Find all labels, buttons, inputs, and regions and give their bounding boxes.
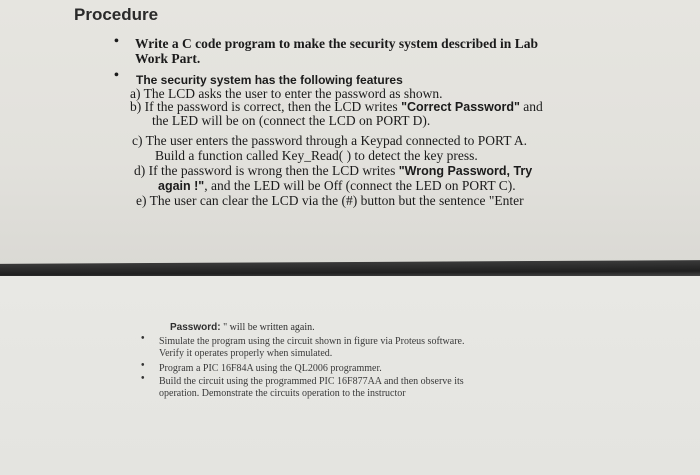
item-c-marker: c) — [132, 133, 143, 148]
item-a-line1: The LCD asks the user to enter the password as shown. — [143, 86, 443, 101]
item-e-line1-wrap — [136, 193, 524, 209]
item-d-line1-bold: "Wrong Password, Try — [398, 164, 533, 178]
item-d-line1-wrap — [134, 163, 532, 179]
bottom-b2-line1: Program a PIC 16F84A using the QL2006 programmer. — [159, 363, 382, 374]
item-b-line1-bold: "Correct Password" — [401, 100, 520, 114]
item-e-marker: e) — [136, 193, 147, 208]
password-label: Password: — [170, 322, 221, 333]
password-rest: " will be written again. — [220, 322, 315, 333]
password-line — [170, 322, 315, 333]
bullet-dot-icon: • — [114, 34, 119, 49]
item-b-line2: the LED will be on (connect the LCD on PORT D). — [152, 113, 431, 128]
bullet2-text: The security system has the following features — [136, 73, 403, 87]
bullet1-line2: Work Part. — [135, 51, 201, 66]
item-d-line2-bold: again !" — [158, 179, 205, 193]
item-c-line2: Build a function called Key_Read( ) to detect the key press. — [155, 148, 478, 163]
item-d-line2-post: , and the LED will be Off (connect the LED on PORT C). — [204, 178, 516, 193]
item-d-line2-wrap — [158, 178, 516, 194]
item-b-line1-post: and — [519, 99, 543, 114]
bottom-b3-line2: operation. Demonstrate the circuits operation to the instructor — [159, 388, 406, 399]
item-a-marker: a) — [130, 86, 141, 101]
procedure-heading: Procedure — [74, 5, 159, 24]
item-d-marker: d) — [134, 163, 146, 178]
bullet-dot-icon: • — [141, 360, 145, 371]
item-e-line1: The user can clear the LCD via the (#) button but the sentence "Enter — [149, 193, 524, 208]
bullet-dot-icon: • — [114, 68, 119, 83]
item-d-line1-pre: If the password is wrong then the LCD writes — [148, 163, 399, 178]
bullet-dot-icon: • — [141, 333, 145, 344]
bullet1-line1: Write a C code program to make the security system described in Lab — [135, 36, 538, 51]
bottom-b1-line1: Simulate the program using the circuit shown in figure via Proteus software. — [159, 336, 465, 347]
bottom-b1-line2: Verify it operates properly when simulated. — [159, 348, 333, 359]
bullet-dot-icon: • — [141, 373, 145, 384]
item-b-line1-pre: If the password is correct, then the LCD writes — [144, 99, 402, 114]
item-c-line1-wrap — [132, 133, 527, 149]
item-c-line1: The user enters the password through a Keypad connected to PORT A. — [145, 133, 527, 148]
bottom-b3-line1: Build the circuit using the programmed PIC 16F877AA and then observe its — [159, 376, 464, 387]
item-b-marker: b) — [130, 99, 142, 114]
